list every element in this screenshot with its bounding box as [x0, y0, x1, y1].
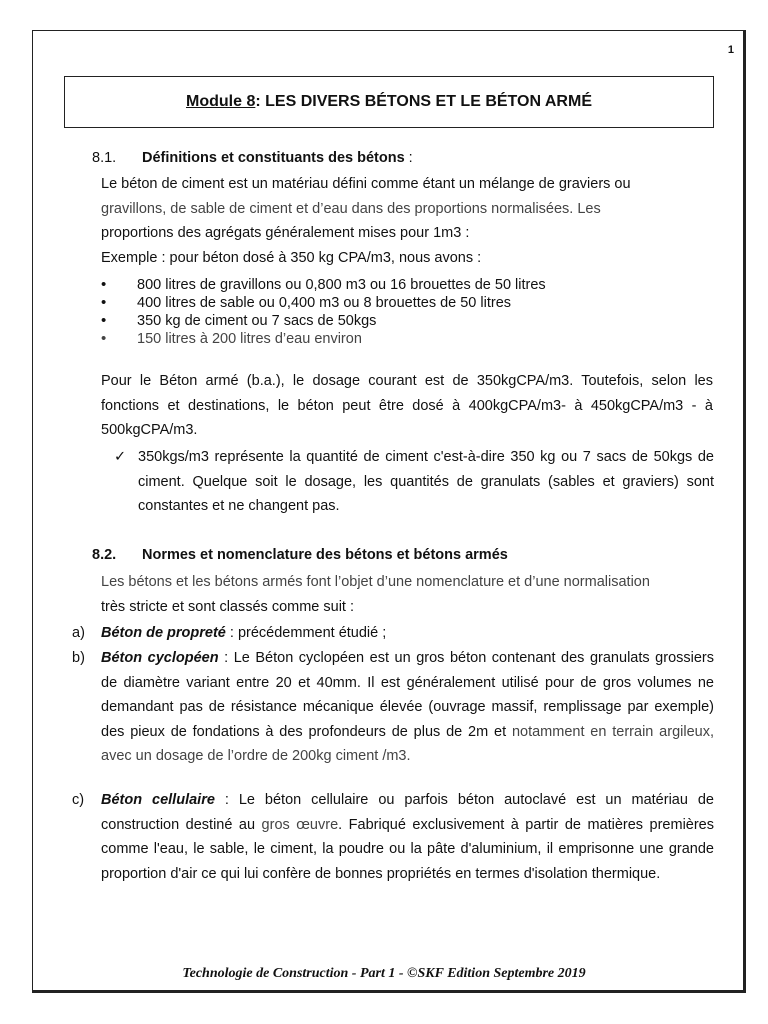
- item-term: Béton cellulaire: [101, 792, 215, 808]
- item-term: Béton cyclopéen: [101, 650, 219, 666]
- item-letter: b): [72, 650, 85, 666]
- item-text: : Le béton cellulaire ou parfois béton autoclavé est un matériau de construction destiné au: [101, 792, 714, 833]
- checkmark-icon: ✓: [114, 449, 127, 465]
- item-text-gray: gros œuvre: [261, 816, 339, 833]
- item-text-after: . Fabriqué exclusivement à partir de matières premières comme l'eau, le sable, le ciment, la poudre ou la pâte d'aluminium, il emprisonne une grande proportion d'air ce qui lui confère de bonnes propriétés en termes d'isolation thermique.: [101, 816, 714, 882]
- item-text: : Le Béton cyclopéen est un gros béton contenant des granulats grossiers de diamètre variant entre 20 et 40mm. Il est généralement utilisé pour de gros volumes ne demandant pas de résistance mécanique élevée (ouvrage massif, remplissage par exemple) des pieux de fondations à des profondeurs de plus de 2m et: [101, 650, 714, 740]
- concrete-type-b: [72, 646, 714, 769]
- definition-line-2: gravillons, de sable de ciment et d’eau dans des proportions normalisées. Les: [101, 200, 601, 217]
- module-title: LES DIVERS BÉTONS ET LE BÉTON ARMÉ: [265, 93, 592, 110]
- definition-line-3: proportions des agrégats généralement mises pour 1m3 :: [101, 225, 470, 241]
- item-term: Béton de propreté: [101, 625, 226, 641]
- section-number: 8.1.: [92, 150, 117, 166]
- dosage-note: [114, 445, 714, 519]
- item-letter: c): [72, 792, 85, 808]
- concrete-type-c: [72, 788, 714, 886]
- section-heading-8-1: [92, 150, 413, 166]
- section-number: 8.2.: [92, 547, 117, 563]
- example-line: Exemple : pour béton dosé à 350 kg CPA/m3, nous avons :: [101, 250, 482, 266]
- section-title: Définitions et constituants des bétons: [142, 150, 405, 166]
- list-item: • 800 litres de gravillons ou 0,800 m3 ou 16 brouettes de 50 litres: [101, 276, 546, 294]
- module-label: Module 8: [186, 93, 256, 110]
- item-letter: a): [72, 625, 85, 641]
- nomenclature-line-2: très stricte et sont classés comme suit :: [101, 598, 355, 615]
- list-item: • 400 litres de sable ou 0,400 m3 ou 8 brouettes de 50 litres: [101, 294, 546, 312]
- nomenclature-line-1: Les bétons et les bétons armés font l’objet d’une nomenclature et d’une normalisation: [101, 574, 650, 590]
- list-item: • 350 kg de ciment ou 7 sacs de 50kgs: [101, 312, 546, 330]
- module-title-box: [64, 76, 714, 128]
- section-title-colon: :: [404, 150, 413, 166]
- item-text: : précédemment étudié ;: [225, 625, 387, 641]
- list-item: • 150 litres à 200 litres d’eau environ: [101, 330, 546, 348]
- item-text-tail: notamment en terrain argileux, avec un dosage de l’ordre de 200kg ciment /m3.: [101, 723, 714, 764]
- definition-line-1: Le béton de ciment est un matériau défini comme étant un mélange de graviers ou: [101, 176, 631, 192]
- section-title: Normes et nomenclature des bétons et bétons armés: [142, 547, 508, 563]
- section-heading-8-2: [92, 547, 508, 563]
- title-colon: :: [255, 93, 266, 110]
- proportions-list: [101, 276, 546, 348]
- concrete-type-a: [72, 621, 714, 646]
- dosage-paragraph: Pour le Béton armé (b.a.), le dosage courant est de 350kgCPA/m3. Toutefois, selon les fonctions et destinations, le béton peut être dosé à 400kgCPA/m3- à 450kgCPA/m3 - à 500kgCPA/m3.: [101, 373, 713, 438]
- page-footer: Technologie de Construction - Part 1 - ©SKF Edition Septembre 2019: [182, 966, 586, 981]
- dosage-note-text: 350kgs/m3 représente la quantité de ciment c'est-à-dire 350 kg ou 7 sacs de 50kgs de ciment. Quelque soit le dosage, les quantités de granulats (sables et graviers) sont constantes et ne changent pas.: [138, 449, 714, 514]
- page-number: 1: [727, 44, 734, 56]
